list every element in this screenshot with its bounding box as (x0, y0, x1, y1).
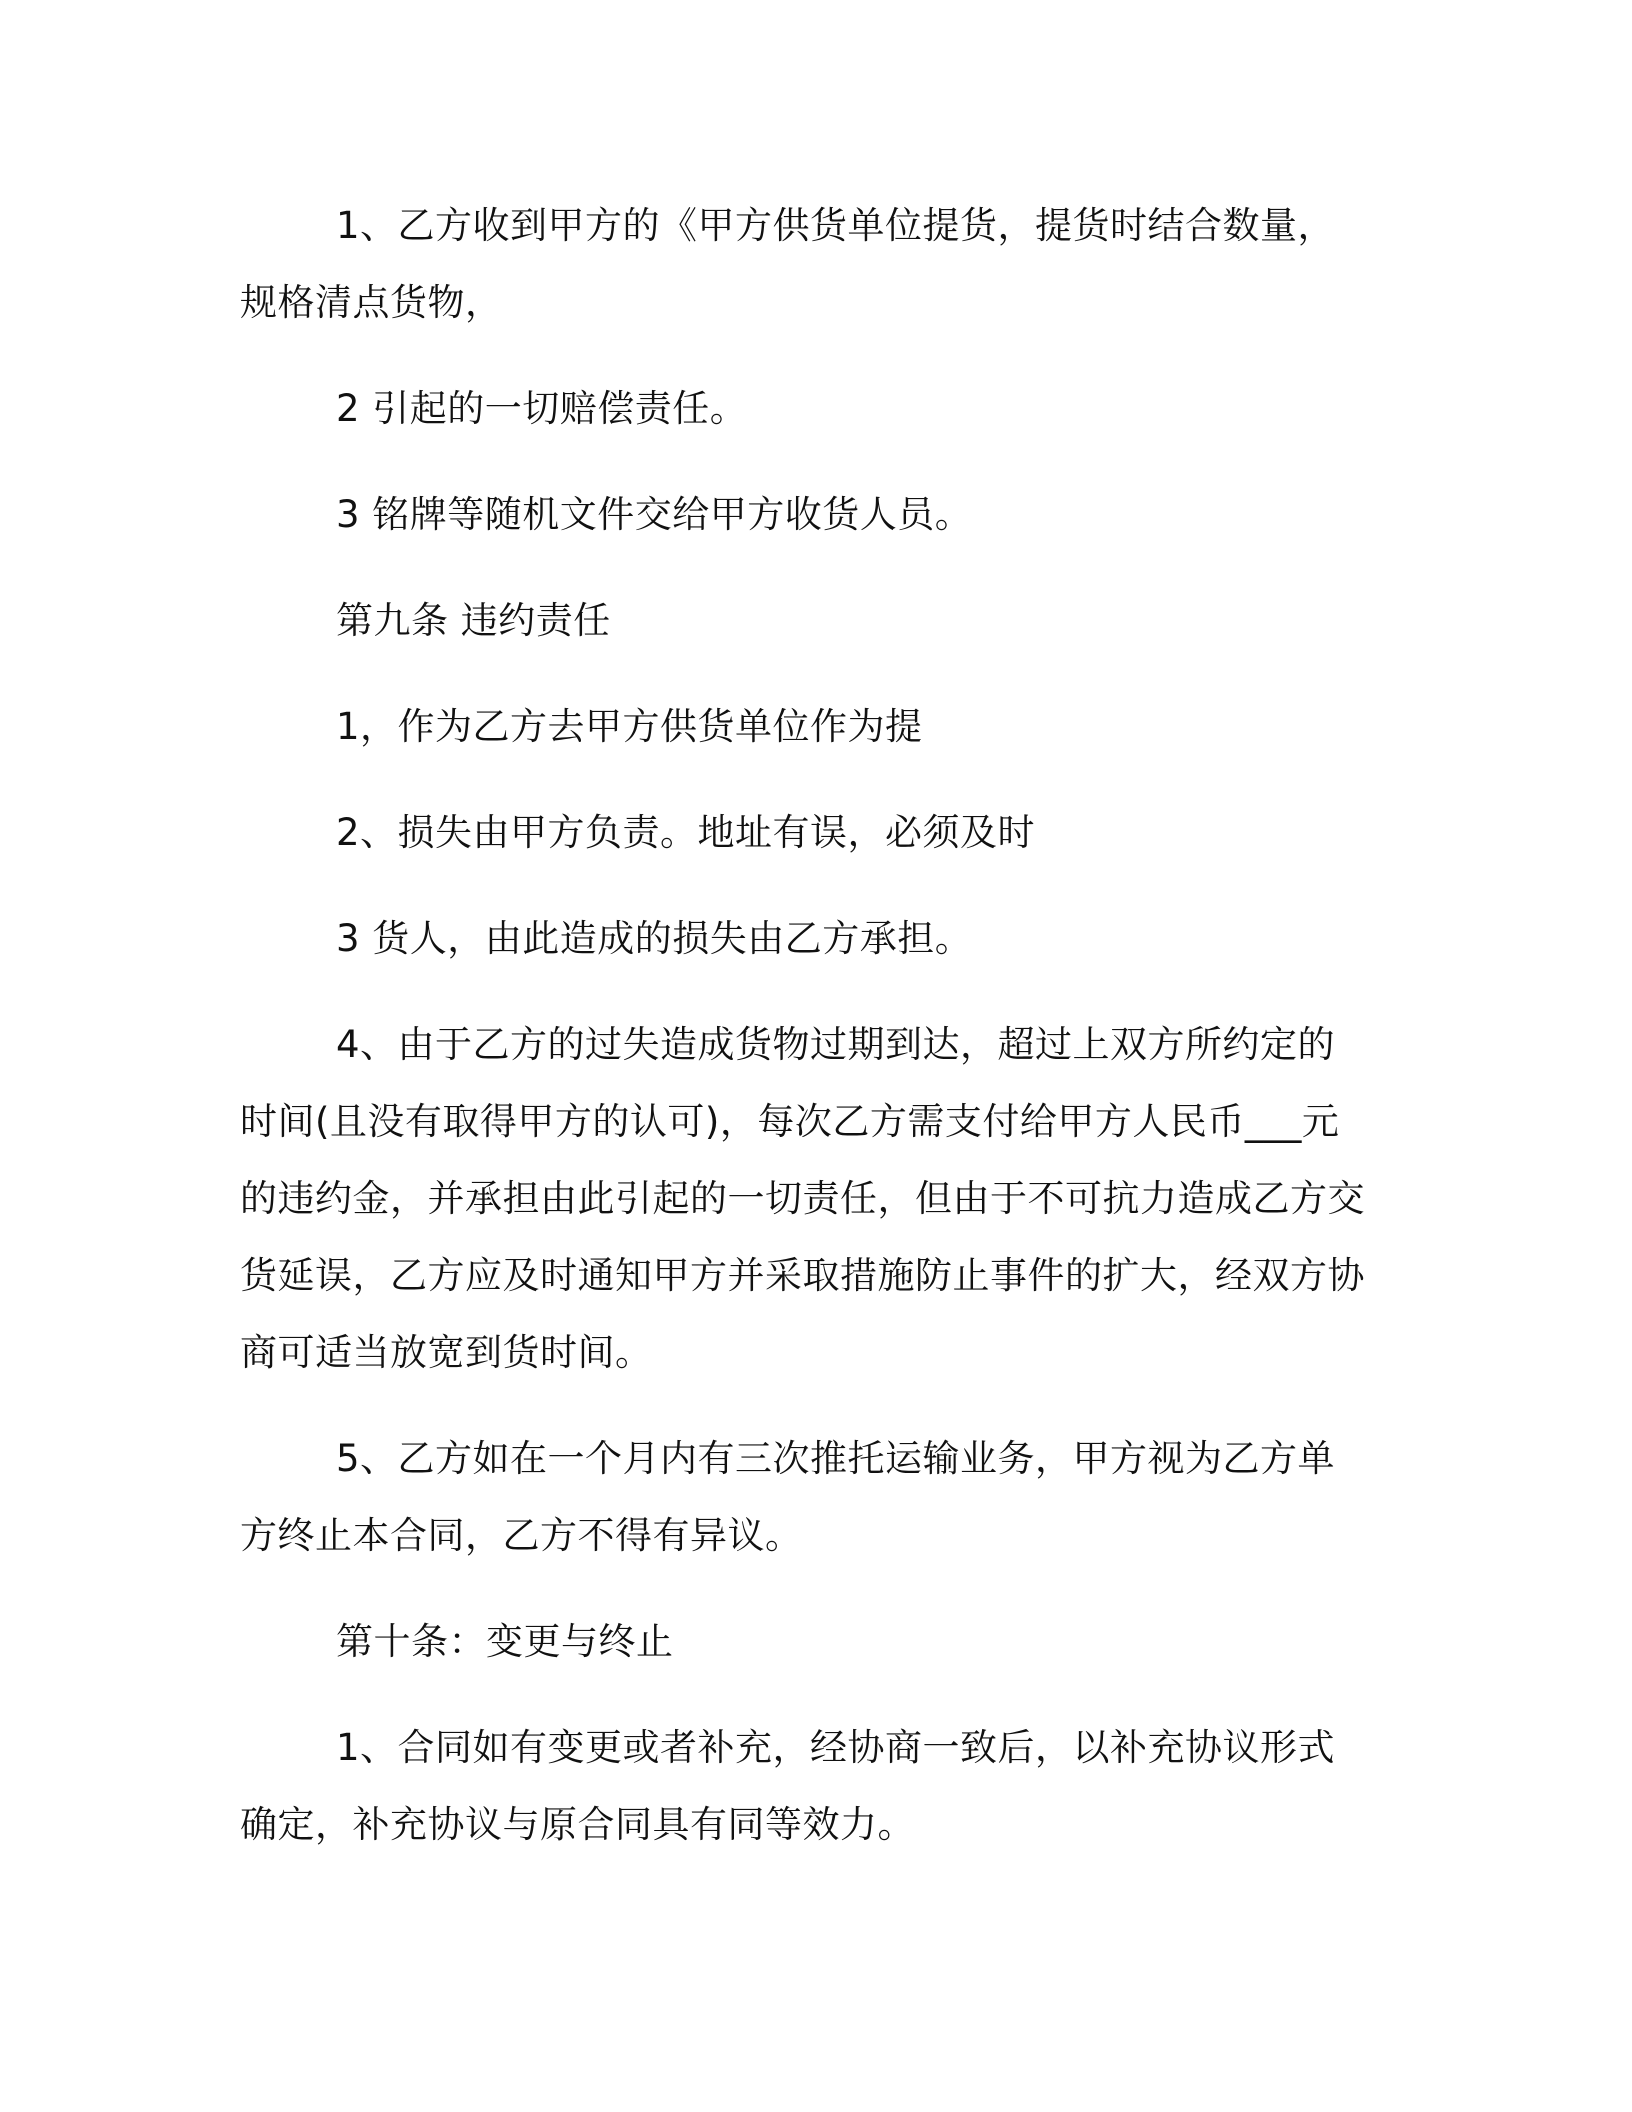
clause-10-item-1: 1、合同如有变更或者补充，经协商一致后，以补充协议形式确定，补充协议与原合同具有同等效力。 (240, 1726, 1336, 1846)
clause-9-item-5: 5、乙方如在一个月内有三次推托运输业务，甲方视为乙方单方终止本合同，乙方不得有异议。 (240, 1437, 1336, 1557)
clause-9-heading: 第九条 违约责任 (336, 599, 611, 642)
clause-9-item-1: 1，作为乙方去甲方供货单位作为提 (336, 705, 923, 748)
clause-9-item-2: 2、损失由甲方负责。地址有误，必须及时 (336, 811, 1036, 854)
clause-8-item-3: 3 铭牌等随机文件交给甲方收货人员。 (336, 493, 973, 536)
clause-9-item-3: 3 货人，由此造成的损失由乙方承担。 (336, 917, 973, 960)
clause-8-item-1: 1、乙方收到甲方的《甲方供货单位提货，提货时结合数量，规格清点货物， (240, 204, 1336, 324)
clause-10-heading: 第十条：变更与终止 (336, 1620, 674, 1663)
clause-8-item-2: 2 引起的一切赔偿责任。 (336, 387, 748, 430)
document-body (240, 187, 1370, 1892)
clause-9-item-4: 4、由于乙方的过失造成货物过期到达，超过上双方所约定的时间(且没有取得甲方的认可)，每次乙方需支付给甲方人民币___元的违约金，并承担由此引起的一切责任，但由于不可抗力造成乙方交货延误，乙方应及时通知甲方并采取措施防止事件的扩大，经双方协商可适当放宽到货时间。 (240, 1023, 1365, 1374)
